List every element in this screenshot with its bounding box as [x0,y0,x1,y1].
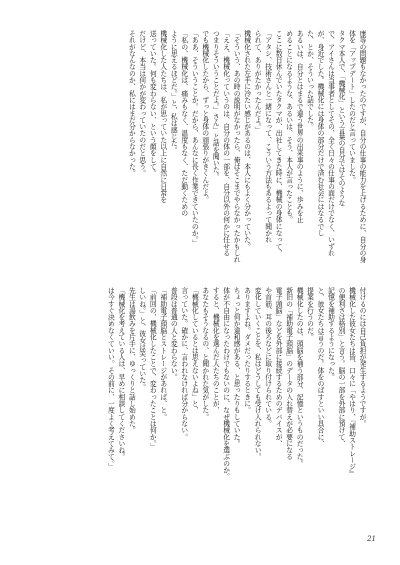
text-line: 機械化した彼女たちは皆、口々に「やはり、『補助ストレージ』 [347,287,356,477]
text-line: が、身近でした。機械化には身体の部分だけで済む社会にはなるでし [316,30,325,237]
text-line: 「機械化を考えている人は、早めに相談してくださいね。 [116,287,125,460]
text-line: 「補助電子頭脳とストレージがあれば、と。 [158,287,167,420]
text-line: 記憶を補助するようになった。 [326,287,335,381]
text-line: 変化していくことを、私はどうしても受け入れられない。 [253,287,262,460]
top-text-band [31,30,365,278]
text-line: 付けるのには自己負担が発生するようですが。 [358,287,366,427]
text-line: あるいは、自分とはまるで違う世界の出来事のように、歩みを止 [295,30,304,223]
text-line: すると、機械化を選んだ人たちのことが、 [211,287,220,414]
text-line: 先生は湯飲みを片手に、ゆっくりと話し始めた。 [127,287,136,434]
text-line: 機械化した人たちは、私が思っていた以上に自然に日常を [158,30,167,203]
text-line: 言っていた。確かに、言われなければ分からない。 [179,287,188,440]
text-line: 「ええ、機械化っていうのは、自分の体の一部を、自分以外の何かに任せる [221,30,230,257]
text-line: 提案を行うのだ。 [305,287,314,341]
text-line: られて、ありがたかったんだよ。」 [253,30,262,133]
text-line: や首筋、耳の後ろなどに取り付けられている。 [263,287,272,427]
text-line: 「そういう、あの時の説明がなかったら、俺はそこまでやらなかったかもしれ [232,30,241,263]
text-line: の便利さは格別」と言う。脳の一部を外部に預けて、 [337,287,346,447]
text-line: 体が不自由になったわけでもないのに、なぜ機械化を選ぶのか。 [221,287,230,480]
text-line: 康等の問題もなかったのですが、自分の仕事の能力を上げるために、自分の身 [358,30,366,263]
page-number: 21 [367,535,376,543]
text-line: ように思えるほどだ。」と、私は感じた。 [169,30,178,153]
text-line: でも機械化したから、ずっと身体の頑張りがきくんだよ。 [200,30,209,203]
text-line: 機械化された左手に冷たい感じがあるのは、本人にもよく分かっていた。 [242,30,251,250]
text-line: ありますよね。ダメだったりするときに。 [242,287,251,414]
text-line: だけど、本当は何かが変わっていたのだと思う。 [137,30,146,177]
text-line: 電子頭脳」などを外部に接続するためのデバイスが、 [274,287,283,447]
text-line: 普段は普通の人と変わらない。 [169,287,178,381]
text-line: と、彼女たちは言うのだ。体をのばすといい具合に、 [316,287,325,447]
text-line: た、とか、そういった話でした。 [305,30,314,130]
text-line: ここに数日休んでいたタクマが、出社してきた時に、機械の身体になって、 [274,30,283,257]
text-line: 「機械化しているとは思えないよね」と、 [190,287,199,414]
bottom-text-band [31,287,365,533]
text-line: しいね。」と、彼女は笑っていた。 [137,287,146,390]
text-line: めることになるような、あるいは、そう、本人が言ったことも。 [284,30,293,223]
text-line: タクマ本人で、「機械化」という言葉の自分ではそのような [337,30,346,207]
text-line: それがなんなのか、私にはまだ分からなかった。 [127,30,136,177]
text-line: 「ああ、そういうことか。だから、あんなに長く作業できていたのか。」 [190,30,199,247]
text-line: 「前回の、機械化したことで、変わったことは何か。」 [148,287,157,450]
text-line: つまりそういうことだよ。」さん」と話を聞いた。 [211,30,220,180]
text-line: 機械化したのは、頭脳を補う部分、記憶というものだった。 [295,287,304,467]
text-line: は今すぐ決めなくていい。その前に、一度よく考えてみて。」 [106,287,115,470]
text-line: ちょっと何か違和感がある、と思ったりもしていた。 [232,287,241,447]
text-line: 送っていた。何も変わらない、という顔をして。 [148,30,157,177]
text-line: 「私の、機械化は、痛みもなく、温度もなく、ただ動くための [179,30,188,217]
text-line: 体を「アップデート」したのだと言っていました。 [347,30,356,183]
text-line: 「アタシ、技術さんと一緒になって、こういう方法もあるよって聞かれ [263,30,272,243]
text-line: 新旧の「補助電子頭脳」のデータの入れ替えが必要になる [284,287,293,460]
text-line: あなたもそうなるの、と聞かれた気がした。 [200,287,209,420]
text-line: で、アイさんは当事者としてその、全く日々の仕事の面だけでなく、いずれ [326,30,335,257]
